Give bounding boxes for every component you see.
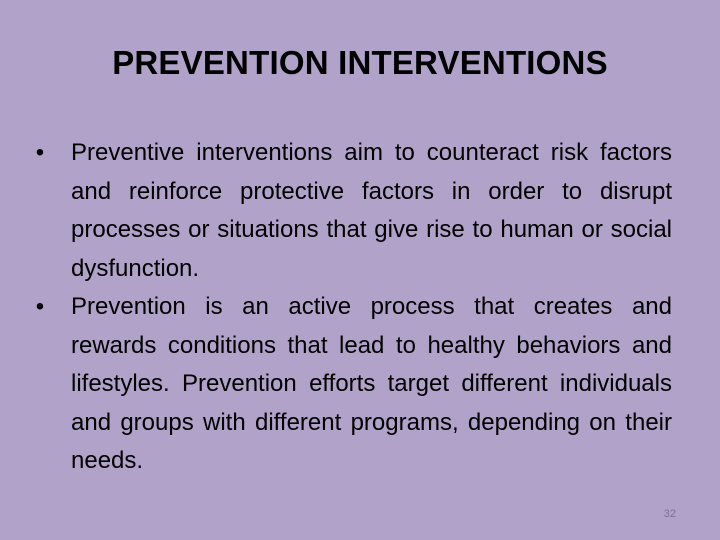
slide-title: PREVENTION INTERVENTIONS bbox=[112, 44, 608, 81]
bullet-marker: • bbox=[35, 293, 45, 320]
bullet-text: Prevention is an active process that creates and rewards conditions that lead to healthy behaviors and lifestyles. Prevention efforts target different individuals and groups with different programs, depending on their needs. bbox=[71, 293, 672, 474]
page-number: 32 bbox=[663, 508, 676, 520]
bullet-list bbox=[30, 134, 672, 481]
bullet-item bbox=[30, 288, 672, 481]
bullet-text: Preventive interventions aim to counteract risk factors and reinforce protective factors in order to disrupt processes or situations that give rise to human or social dysfunction. bbox=[71, 139, 672, 282]
bullet-marker: • bbox=[35, 139, 45, 166]
bullet-item bbox=[30, 134, 672, 288]
